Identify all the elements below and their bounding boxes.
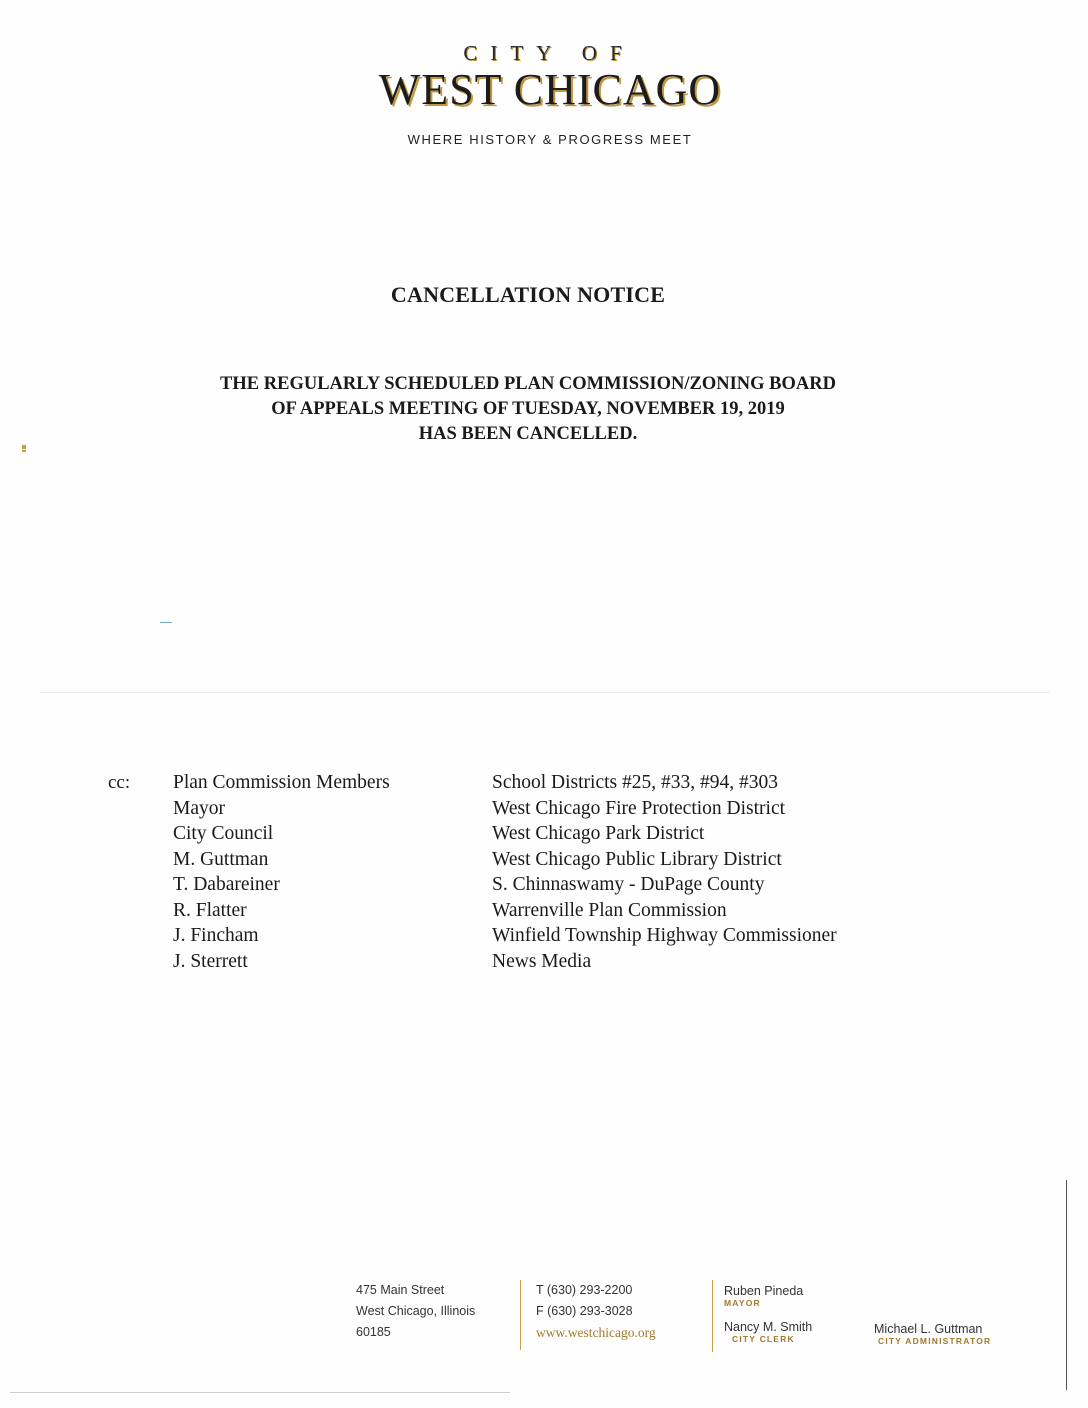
cc-recipient: J. Sterrett (173, 950, 248, 972)
cc-list-left (173, 770, 390, 974)
notice-body (0, 372, 1056, 447)
cc-recipient: News Media (492, 950, 592, 972)
address-zip: 60185 (356, 1325, 391, 1339)
letterhead-tagline: WHERE HISTORY & PROGRESS MEET (407, 132, 693, 147)
footer-website[interactable]: www.westchicago.org (536, 1325, 656, 1340)
cc-recipient: West Chicago Park District (492, 823, 705, 844)
footer-fax: F (630) 293-3028 (536, 1304, 633, 1318)
official-role: MAYOR (724, 1298, 761, 1308)
footer-address (356, 1280, 475, 1343)
letterhead-city-name: WEST CHICAGO (378, 65, 722, 114)
footer-phone: T (630) 293-2200 (536, 1283, 633, 1297)
official-mayor (724, 1284, 803, 1308)
cc-recipient: Winfield Township Highway Commissioner (492, 925, 837, 946)
official-administrator (872, 1322, 991, 1346)
letterhead (0, 40, 1088, 147)
official-role: CITY ADMINISTRATOR (878, 1336, 992, 1346)
cc-list-right (492, 770, 837, 974)
cc-recipient: School Districts #25, #33, #94, #303 (492, 772, 778, 793)
cc-recipient: Plan Commission Members (173, 772, 390, 793)
scan-mark (22, 450, 26, 452)
footer-contact (536, 1280, 656, 1343)
cc-recipient: M. Guttman (173, 848, 269, 870)
scan-mark (160, 622, 172, 623)
cc-label: cc: (108, 772, 131, 793)
scan-divider (40, 692, 1050, 693)
cc-recipient: R. Flatter (173, 899, 247, 921)
cc-recipient: J. Fincham (173, 925, 259, 946)
official-name: Ruben Pineda (724, 1284, 804, 1298)
notice-line: OF APPEALS MEETING OF TUESDAY, NOVEMBER 19, 2019 (271, 399, 785, 419)
cc-recipient: City Council (173, 823, 274, 844)
letterhead-footer (0, 1280, 1088, 1360)
official-clerk (724, 1320, 812, 1344)
notice-title: CANCELLATION NOTICE (390, 282, 666, 307)
cc-recipient: T. Dabareiner (173, 874, 280, 895)
address-street: 475 Main Street (356, 1283, 445, 1297)
scan-divider (10, 1392, 510, 1393)
cc-recipient: Warrenville Plan Commission (492, 899, 727, 921)
footer-divider (712, 1280, 713, 1352)
cc-recipient: Mayor (173, 797, 225, 819)
cc-recipient: S. Chinnaswamy - DuPage County (492, 874, 765, 895)
notice-line: HAS BEEN CANCELLED. (418, 424, 638, 444)
notice-line: THE REGULARLY SCHEDULED PLAN COMMISSION/ZONING BOARD (220, 374, 836, 394)
official-name: Nancy M. Smith (724, 1320, 813, 1334)
footer-divider (520, 1280, 521, 1350)
cc-recipient: West Chicago Fire Protection District (492, 797, 786, 819)
official-name: Michael L. Guttman (874, 1322, 983, 1336)
letterhead-city-of: CITY OF (463, 41, 635, 65)
official-role: CITY CLERK (732, 1334, 795, 1344)
scan-edge (1066, 1180, 1067, 1390)
cc-recipient: West Chicago Public Library District (492, 848, 782, 870)
scan-mark (22, 445, 26, 449)
address-city: West Chicago, Illinois (356, 1304, 476, 1318)
